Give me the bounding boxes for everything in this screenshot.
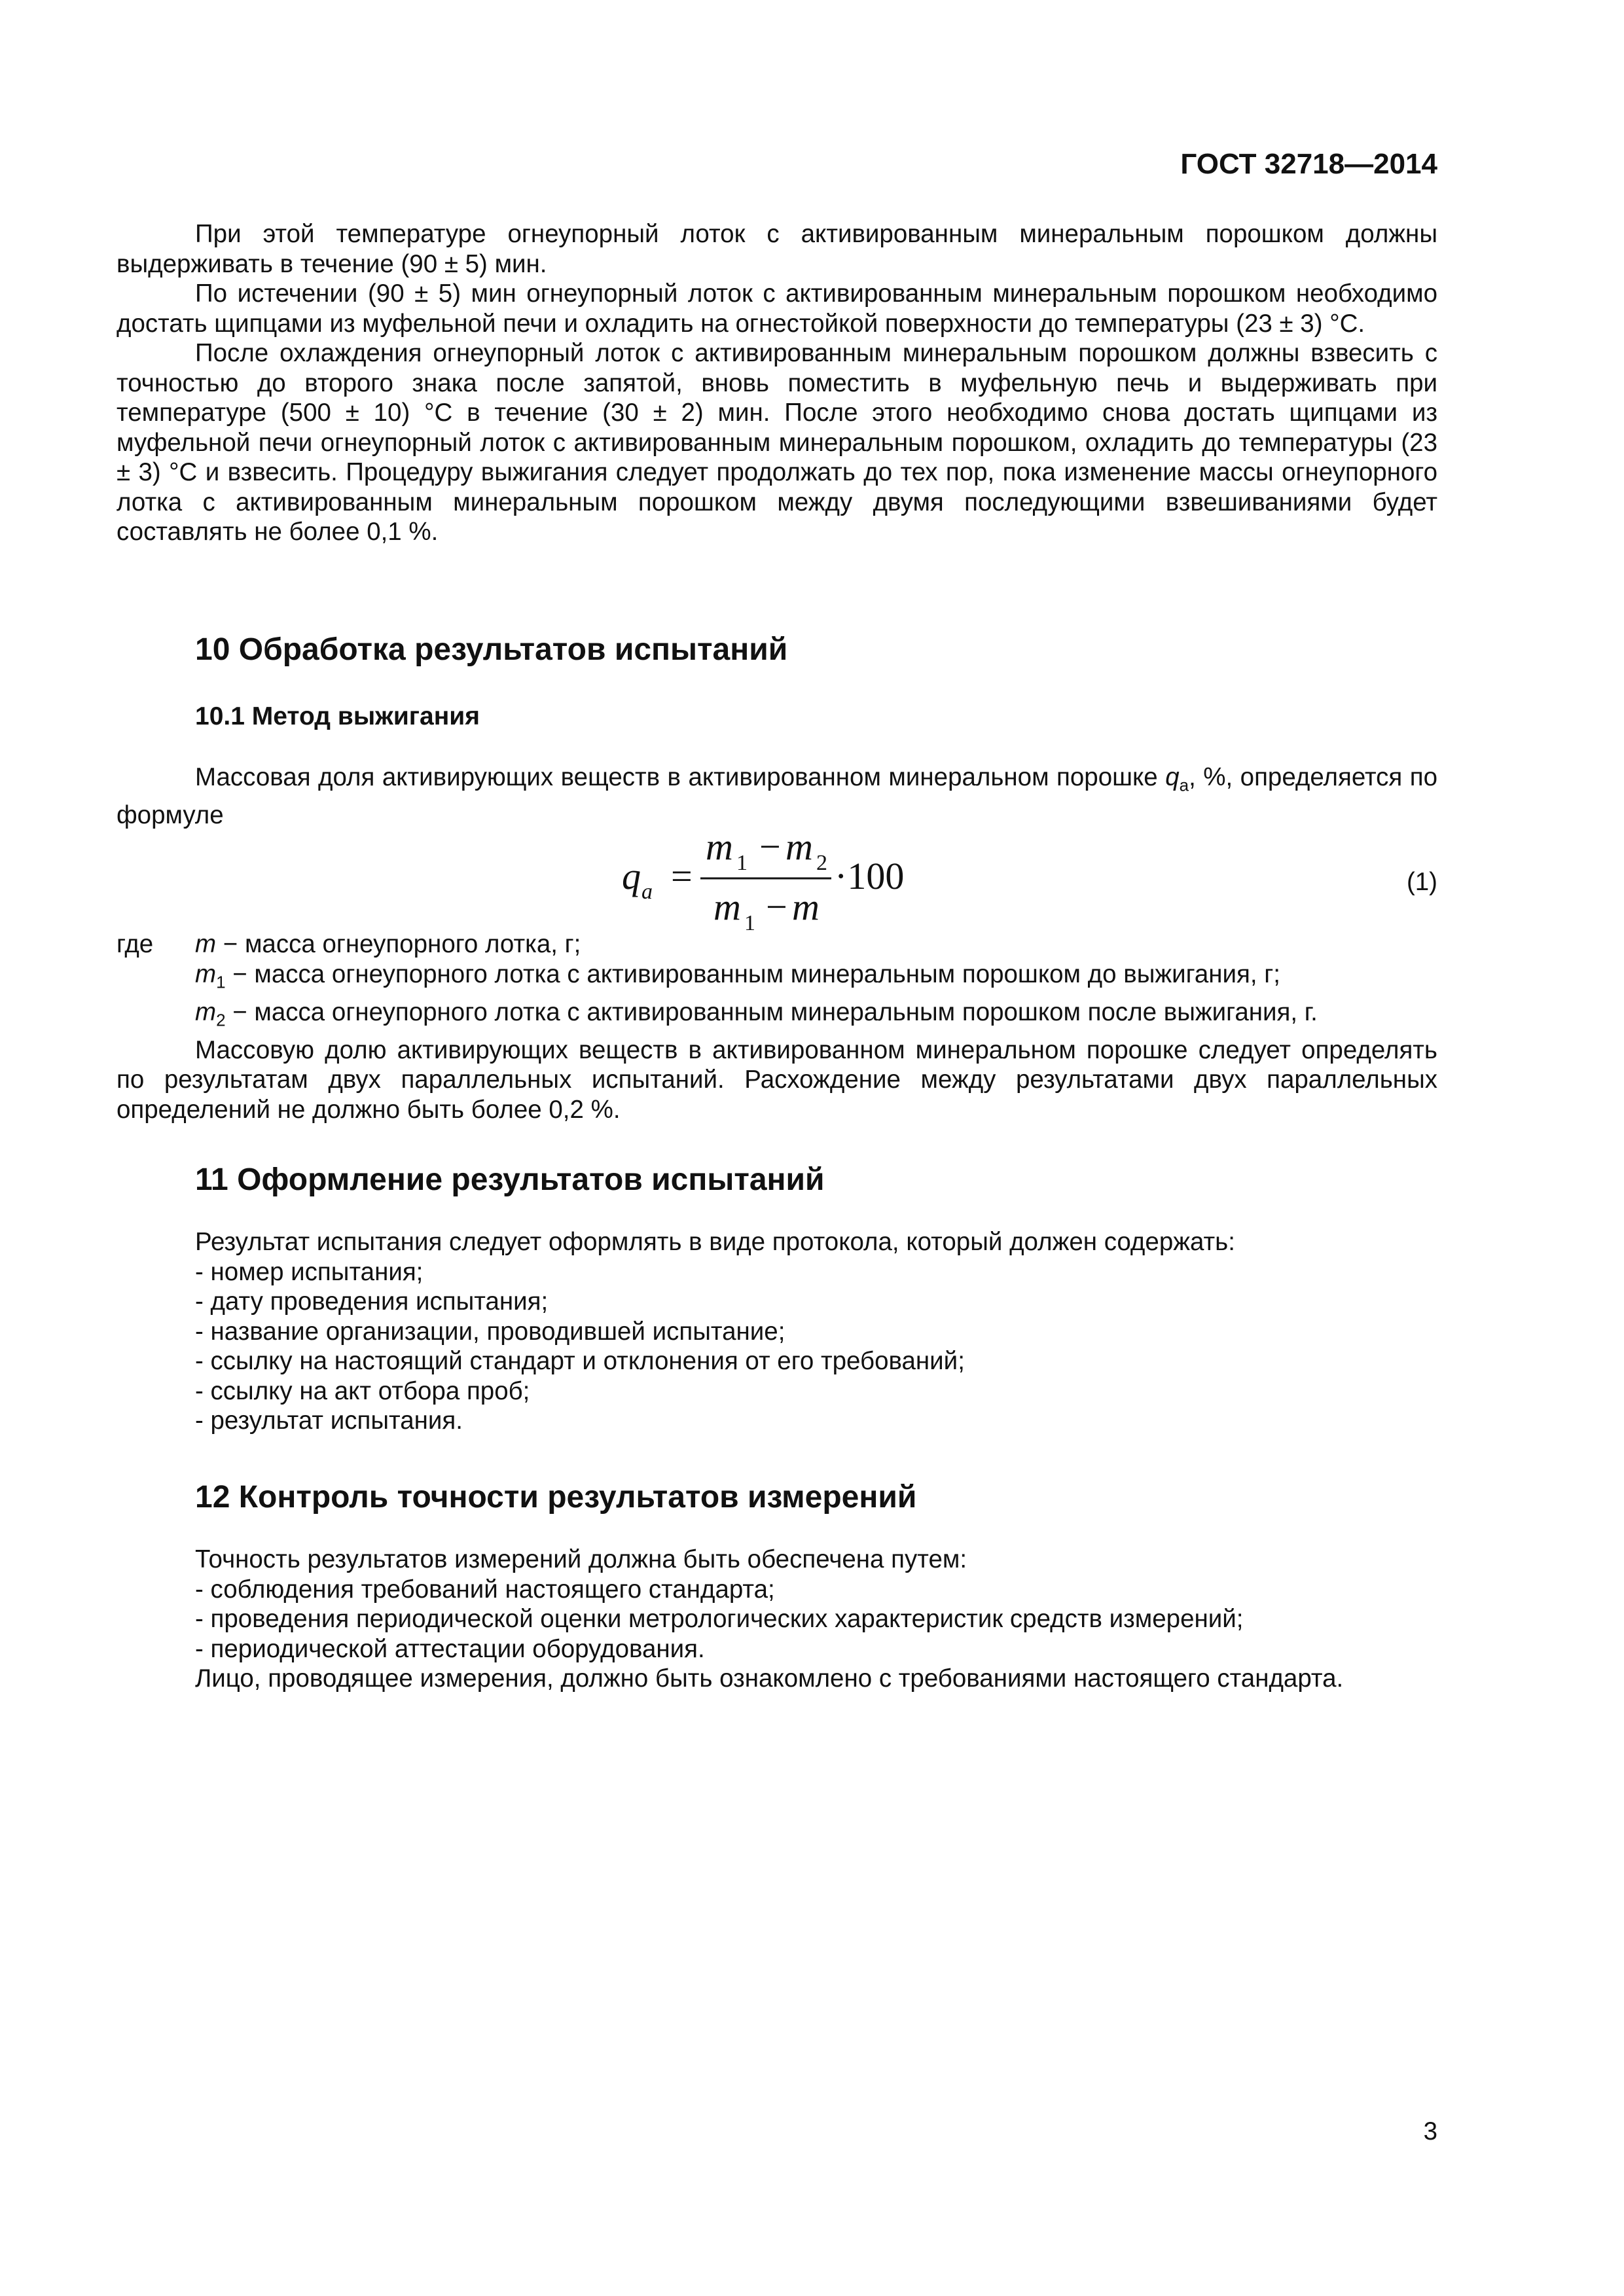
lead-text: Массовая доля активирующих веществ в активированном минеральном порошке [195,763,1158,791]
accuracy-list [117,1575,1437,1664]
formula-equals: = [671,855,693,897]
where-label: где [117,930,154,958]
formula-number: (1) [1406,868,1437,896]
formula-lhs: q [622,855,641,897]
paragraph: Лицо, проводящее измерения, должно быть ознакомлено с требованиями настоящего стандарта. [195,1664,1344,1693]
section-12-body [117,1545,1437,1694]
list-item: - результат испытания. [195,1407,463,1435]
paragraph: После охлаждения огнеупорный лоток с активированным минеральным порошком должны взвесить с точностью до второго знака после запятой, вновь поместить в муфельную печь и выдерживать при температуре (500 ± 10) °С в течение (30 ± 2) мин. После этого необходимо снова достать щипцами из муфельной печи огнеупорный лоток с активированным минеральным порошком, охладить до температуры (23 ± 3) °С и взвесить. Процедуру выжигания следует продолжать до тех пор, пока изменение массы огнеупорного лотка с активированным минеральным порошком между двумя последующими взвешиваниями будет составлять не более 0,1 %. [117,339,1437,546]
list-item: - ссылку на настоящий стандарт и отклонения от его требований; [195,1347,965,1375]
formula-lhs-subscript: a [641,880,653,904]
legend-text: − масса огнеупорного лотка с активированным минеральным порошком после выжигания, г. [225,997,1318,1026]
paragraph: По истечении (90 ± 5) мин огнеупорный лоток с активированным минеральным порошком необходимо достать щипцами из муфельной печи и охладить на огнестойкой поверхности до температуры (23 ± 3) °С. [117,279,1437,338]
list-item: - название организации, проводившей испытание; [195,1317,785,1346]
section-12-heading: 12 Контроль точности результатов измерений [195,1480,917,1515]
list-item: - проведения периодической оценки метрологических характеристик средств измерений; [195,1605,1244,1633]
legend-variable: m [195,960,217,988]
paragraph: При этой температуре огнеупорный лоток с активированным минеральным порошком должны выдерживать в течение (90 ± 5) мин. [117,220,1437,278]
legend-variable: m [195,997,217,1026]
legend-row [117,960,1437,997]
list-item: - соблюдения требований настоящего стандарта; [195,1575,775,1604]
legend-text: − масса огнеупорного лотка с активированным минеральным порошком до выжигания, г; [225,960,1280,988]
formula-denominator-minus: − [766,886,787,928]
formula-legend [117,929,1437,1124]
legend-row [117,997,1437,1035]
formula-numerator-m2: m [785,825,813,868]
page-number: 3 [1423,2117,1437,2145]
paragraph [117,762,1437,831]
formula-numerator-minus: − [759,825,781,868]
protocol-list [117,1257,1437,1436]
section-10-heading: 10 Обработка результатов испытаний [195,632,788,667]
formula-times-100: ·100 [835,855,905,897]
lead-variable-subscript: а [1179,775,1189,795]
lead-tail: , %, определяется по формуле [117,763,1437,830]
legend-variable: m [195,930,217,958]
formula-numerator-m2-subscript: 2 [816,851,827,875]
formula-numerator-m1-subscript: 1 [736,851,748,875]
paragraph: Точность результатов измерений должна быть обеспечена путем: [195,1545,967,1573]
legend-text: − масса огнеупорного лотка, г; [216,930,581,958]
legend-variable-subscript: 1 [216,972,226,992]
paragraph: Результат испытания следует оформлять в виде протокола, который должен содержать: [195,1228,1235,1256]
formula-denominator-m: m [792,886,820,928]
list-item: - ссылку на акт отбора проб; [195,1376,530,1405]
section-11-heading: 11 Оформление результатов испытаний [195,1162,825,1197]
formula-denominator-m1-subscript: 1 [744,911,755,935]
list-item: - периодической аттестации оборудования. [195,1634,705,1663]
list-item: - номер испытания; [195,1257,424,1286]
formula-denominator-m1: m [713,886,741,928]
legend-variable-subscript: 2 [216,1010,226,1030]
subsection-10-1-heading: 10.1 Метод выжигания [195,702,480,730]
list-item: - дату проведения испытания; [195,1287,549,1316]
lead-variable: q [1165,763,1180,791]
intro-block [117,219,1437,547]
legend-row [117,929,1437,960]
formula-lead [117,762,1437,831]
standard-header: ГОСТ 32718—2014 [1180,148,1437,180]
paragraph: Массовую долю активирующих веществ в активированном минеральном порошке следует определять по результатам двух параллельных испытаний. Расхождение между результатами двух параллельных определений не должно быть более 0,2 %. [117,1035,1437,1124]
formula-numerator-m1: m [706,825,733,868]
section-11-body [117,1227,1437,1436]
